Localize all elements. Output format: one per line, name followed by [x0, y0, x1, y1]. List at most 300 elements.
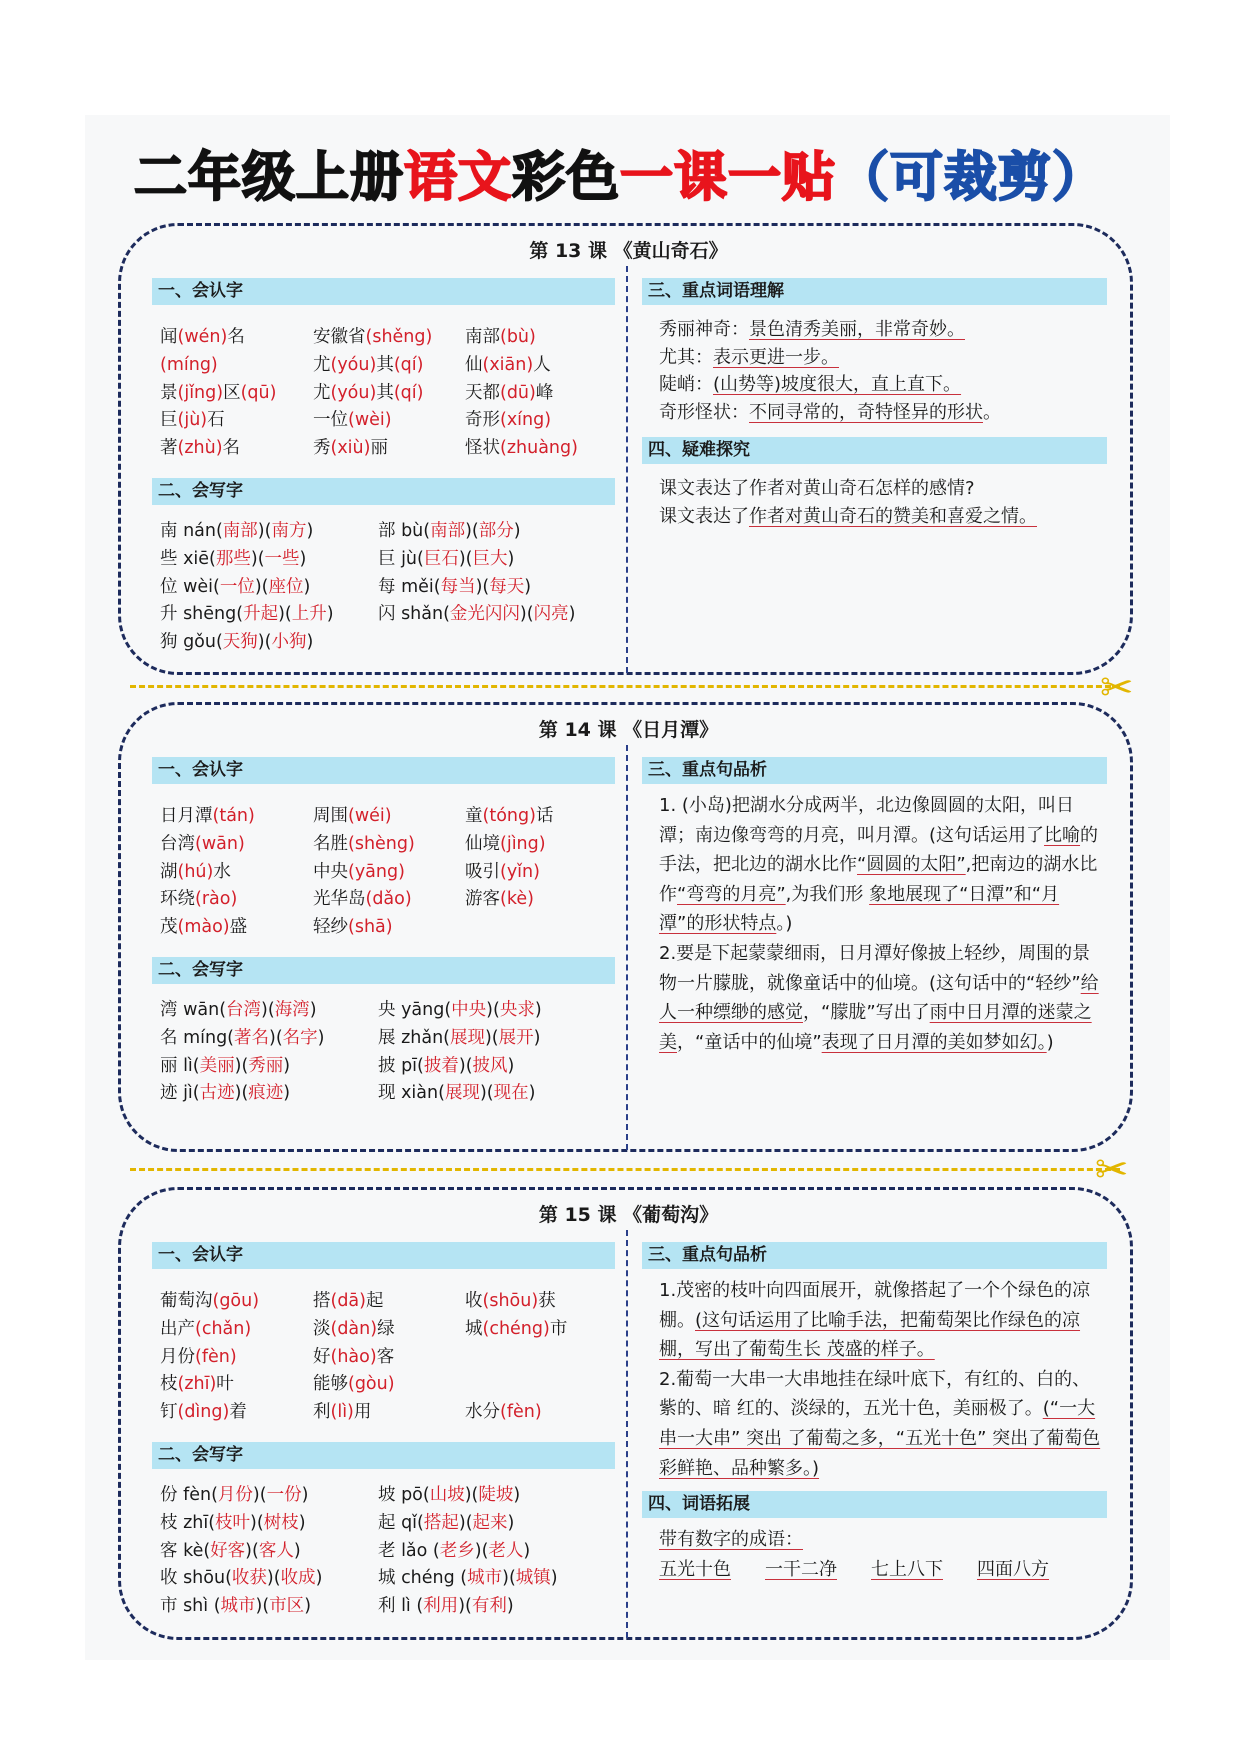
text-segment: 天都 — [465, 382, 500, 403]
write-item — [378, 1025, 608, 1053]
recognize-item — [313, 407, 465, 435]
text-segment: 好 — [313, 1346, 331, 1367]
text-segment: 台湾 — [160, 833, 195, 854]
paragraph — [659, 475, 1103, 503]
recognize-item — [465, 1371, 615, 1399]
recognize-item — [465, 380, 615, 408]
text-segment: 份 fèn( — [160, 1485, 218, 1505]
pinyin-red: 收获 — [231, 1568, 267, 1589]
text-segment: 尤 — [313, 354, 331, 375]
underlined-text: 雨中日月潭的迷蒙之美 — [659, 1002, 1092, 1053]
recognize-item — [160, 324, 313, 352]
section-header-recognize: 一、会认字 — [152, 278, 615, 305]
text-segment: 绿 — [377, 1318, 395, 1339]
text-segment: 丽 — [370, 438, 388, 459]
underlined-text: 不同寻常的，奇特怪异的形状 — [749, 401, 983, 423]
pinyin-red: (gōu) — [212, 1291, 260, 1311]
lesson-card — [118, 702, 1133, 1152]
recognize-item — [160, 1399, 313, 1427]
lesson-title: 第 13 课 《黄山奇石》 — [529, 240, 728, 262]
text-segment: 老 lǎo ( — [378, 1540, 440, 1561]
paragraph — [659, 344, 1103, 372]
text-segment: )( — [458, 1512, 473, 1533]
text-segment: ) — [507, 1055, 515, 1076]
pinyin-red: (dǎo) — [365, 889, 412, 910]
text-segment: 仙境 — [465, 833, 500, 854]
idiom-list — [659, 1555, 1103, 1585]
pinyin-red: 上升 — [291, 604, 327, 625]
pinyin-red: 名字 — [282, 1027, 318, 1048]
text-segment: ,为我们形 — [785, 883, 870, 905]
pinyin-red: 秀丽 — [248, 1055, 284, 1076]
text-segment: )( — [484, 1027, 499, 1048]
text-segment: 课文表达了 — [659, 505, 749, 527]
paragraph — [659, 503, 1103, 531]
text-segment: 丽 lì( — [160, 1055, 200, 1076]
title-part: 语文 — [404, 147, 512, 208]
text-segment: 每 měi( — [378, 576, 441, 597]
text-segment: )( — [519, 604, 534, 625]
pinyin-red: (jù) — [177, 410, 208, 431]
text-segment: 轻纱 — [313, 917, 348, 938]
text-segment: 周围 — [313, 806, 348, 826]
pinyin-red: 南部 — [222, 521, 258, 541]
pinyin-red: 痕迹 — [248, 1083, 284, 1104]
pinyin-red: (kè) — [500, 889, 534, 910]
pinyin-red: 天狗 — [222, 632, 258, 653]
text-segment: 的手法，把北边的湖水比作 — [659, 824, 1099, 876]
text-segment: ) — [301, 1485, 309, 1505]
text-segment: 现 xiàn( — [378, 1083, 445, 1104]
text-segment: 起 qǐ( — [378, 1512, 424, 1533]
text-segment: ,把南边的湖水比作 — [659, 854, 1098, 905]
pinyin-red: (mào) — [177, 917, 230, 938]
pinyin-red: 升起 — [243, 604, 279, 625]
pinyin-red: (qí) — [393, 382, 424, 403]
text-segment: 巨 — [160, 410, 178, 431]
text-segment: )( — [486, 1000, 500, 1020]
pinyin-red: (hào) — [330, 1346, 377, 1367]
text-segment: 城 — [465, 1318, 483, 1339]
text-segment: 其 — [376, 382, 394, 403]
section-header-write: 二、会写字 — [152, 478, 615, 505]
recognize-item — [313, 914, 465, 942]
pinyin-red: (míng) — [160, 354, 218, 375]
pinyin-red: (zhuàng) — [500, 438, 578, 459]
write-item — [378, 518, 608, 546]
title-part: （可裁剪） — [836, 147, 1106, 208]
recognize-item — [313, 352, 465, 380]
cut-line — [130, 685, 1120, 688]
text-segment: 盛 — [229, 917, 248, 938]
text-segment: ) — [513, 1485, 521, 1505]
text-segment: )( — [245, 1540, 259, 1561]
text-segment: 著 — [160, 438, 178, 459]
underlined-text: 表现了日月潭的美如梦如幻。 — [821, 1031, 1047, 1053]
text-segment: ) — [309, 1000, 317, 1020]
recognize-item — [465, 407, 615, 435]
pinyin-red: (qí) — [393, 354, 424, 375]
text-segment: ) — [507, 1512, 515, 1533]
recognize-item — [465, 914, 615, 942]
text-segment: 迹 jì( — [160, 1083, 200, 1104]
text-segment: 1. (小岛)把湖水分成两半，北边像圆圆的太阳，叫日潭；南边像弯弯的月亮，叫月潭。(这句话运用了 — [659, 795, 1074, 846]
pinyin-red: (shèng) — [348, 833, 415, 854]
recognize-item — [160, 1344, 313, 1372]
lesson-card — [118, 223, 1133, 675]
text-segment: )( — [261, 1000, 275, 1020]
text-segment: 钉 — [160, 1402, 178, 1423]
recognize-item — [465, 1344, 615, 1372]
section-header-write: 二、会写字 — [152, 1442, 615, 1469]
text-segment: ) — [317, 1027, 325, 1048]
section-header-recognize: 一、会认字 — [152, 757, 615, 784]
pinyin-red: 山坡 — [429, 1485, 465, 1505]
pinyin-red: 中央 — [451, 1000, 487, 1020]
pinyin-red: 每当 — [440, 576, 476, 597]
paragraph — [659, 316, 1103, 344]
pinyin-red: (yóu) — [330, 382, 377, 403]
text-segment: ) — [298, 1512, 306, 1533]
pinyin-red: 老人 — [488, 1540, 524, 1561]
text-segment: 奇形 — [465, 410, 500, 431]
text-segment: 秀 — [313, 438, 331, 459]
lesson-title: 第 14 课 《日月潭》 — [538, 719, 719, 741]
pinyin-red: 展现 — [449, 1027, 485, 1048]
write-item — [160, 1538, 378, 1566]
text-segment: ) — [506, 1596, 514, 1617]
write-item — [160, 1080, 378, 1108]
recognize-item — [313, 1399, 465, 1427]
pinyin-red: 展开 — [498, 1027, 534, 1048]
text-segment: 淡 — [313, 1318, 331, 1339]
recognize-item — [160, 1288, 313, 1316]
recognize-grid — [160, 1288, 615, 1427]
recognize-item — [313, 380, 465, 408]
pinyin-red: (jìng) — [500, 833, 546, 854]
text-segment: 搭 — [313, 1291, 331, 1311]
underlined-text: (山势等)坡度很大，直上直下。 — [713, 374, 962, 395]
pinyin-red: (fèn) — [195, 1346, 237, 1367]
pinyin-red: 披着 — [423, 1055, 459, 1076]
text-segment: 区 — [223, 382, 241, 403]
text-segment: ) — [524, 576, 532, 597]
text-segment: ) — [306, 521, 314, 541]
text-segment: 湖 — [160, 861, 178, 882]
recognize-item — [160, 407, 313, 435]
text-segment: 2.葡萄一大串一大串地挂在绿叶底下，有红的、白的、紫的、暗 红的、淡绿的，五光十色，美丽极了。 — [659, 1368, 1091, 1420]
pinyin-red: (shā) — [348, 917, 393, 938]
text-segment: )( — [458, 548, 473, 569]
section-content — [659, 316, 1103, 426]
recognize-item — [313, 1344, 465, 1372]
paragraph — [659, 791, 1103, 939]
pinyin-red: 城镇 — [515, 1568, 551, 1589]
pinyin-red: (chǎn) — [195, 1318, 252, 1339]
pinyin-red: (yǐn) — [500, 861, 540, 882]
pinyin-red: 现在 — [493, 1083, 529, 1104]
text-segment: 中央 — [313, 861, 348, 882]
pinyin-red: 著名 — [234, 1027, 269, 1048]
text-segment: )( — [234, 1055, 249, 1076]
text-segment: 石 — [207, 410, 225, 431]
text-segment: 名 míng( — [160, 1027, 234, 1048]
pinyin-red: (zhī) — [177, 1374, 217, 1395]
write-item — [160, 1593, 378, 1621]
recognize-item — [465, 435, 615, 463]
underlined-text: 作者对黄山奇石的赞美和喜爱之情。 — [749, 505, 1037, 527]
pinyin-red: 南方 — [271, 521, 307, 541]
text-segment: 枝 zhī( — [160, 1512, 216, 1533]
underlined-text: 表示更进一步。 — [713, 346, 839, 368]
write-item — [160, 601, 378, 629]
pinyin-red: 央求 — [499, 1000, 535, 1020]
text-segment: 尤其： — [659, 346, 713, 368]
pinyin-red: 台湾 — [226, 1000, 262, 1020]
paragraph — [659, 399, 1103, 427]
text-segment: )( — [502, 1568, 516, 1589]
text-segment: )( — [257, 632, 272, 653]
recognize-item — [313, 1371, 465, 1399]
pinyin-red: 有利 — [471, 1596, 507, 1617]
write-item — [378, 1510, 608, 1538]
pinyin-red: (chéng) — [482, 1318, 550, 1339]
pinyin-red: (hú) — [177, 861, 214, 882]
recognize-grid — [160, 324, 615, 463]
text-segment: 南 nán( — [160, 521, 223, 541]
text-segment: 童 — [465, 806, 483, 826]
text-segment: 展 zhǎn( — [378, 1027, 450, 1048]
recognize-item — [465, 803, 615, 831]
text-segment: )( — [255, 1596, 270, 1617]
text-segment: ) — [303, 576, 311, 597]
lesson-title: 第 15 课 《葡萄沟》 — [538, 1204, 719, 1226]
pinyin-red: 市区 — [269, 1596, 305, 1617]
underlined-text: “弯弯的月亮” — [677, 883, 786, 905]
text-segment: ，“朦胧”写出了 — [803, 1002, 930, 1024]
pinyin-red: (qū) — [240, 382, 277, 403]
text-segment: 城 chéng ( — [378, 1568, 468, 1589]
text-segment: 央 yāng( — [378, 1000, 452, 1020]
text-segment: 利 — [313, 1402, 331, 1423]
recognize-item — [160, 886, 313, 914]
text-segment: 怪状 — [465, 438, 500, 459]
underlined-text: 给人一种缥缈的感觉 — [659, 972, 1099, 1024]
text-segment: 秀丽神奇： — [659, 319, 749, 340]
pinyin-red: 收成 — [280, 1568, 316, 1589]
text-segment: ) — [283, 1055, 291, 1076]
pinyin-red: 陡坡 — [478, 1485, 514, 1505]
text-segment: 其 — [376, 354, 394, 375]
text-segment: )( — [474, 1540, 489, 1561]
text-segment: ) — [1046, 1031, 1054, 1053]
recognize-item — [160, 803, 313, 831]
pinyin-red: (wān) — [195, 833, 245, 854]
text-segment: )( — [475, 576, 490, 597]
pinyin-red: 金光闪闪 — [449, 604, 520, 625]
recognize-item — [465, 352, 615, 380]
paragraph — [659, 371, 1103, 399]
text-segment: )( — [257, 521, 272, 541]
pinyin-red: (bù) — [500, 327, 536, 347]
text-segment: 月份 — [160, 1346, 195, 1367]
text-segment: )( — [458, 1596, 472, 1617]
text-segment: 日月潭 — [160, 806, 213, 826]
section-header-right: 四、词语拓展 — [642, 1491, 1107, 1518]
idiom-label: 带有数字的成语： — [659, 1529, 803, 1550]
text-segment: 巨 jù( — [378, 548, 424, 569]
pinyin-red: 小狗 — [271, 632, 307, 653]
paragraph — [659, 1365, 1103, 1483]
text-segment: ) — [513, 521, 521, 541]
text-segment: 出产 — [160, 1318, 195, 1339]
text-segment: 仙 — [465, 354, 483, 375]
text-segment: ) — [533, 1027, 541, 1048]
idiom: 七上八下 — [871, 1558, 943, 1580]
text-segment: 峰 — [535, 382, 554, 403]
pinyin-red: 闪亮 — [533, 604, 569, 625]
text-segment: 一位 — [313, 410, 348, 431]
idiom: 一干二净 — [765, 1558, 837, 1580]
pinyin-red: 美丽 — [199, 1055, 235, 1076]
recognize-item — [160, 859, 313, 887]
write-item — [378, 546, 608, 574]
text-segment: 收 shōu( — [160, 1568, 232, 1589]
scissors-icon: ✂ — [1095, 1147, 1129, 1193]
pinyin-red: 部分 — [478, 521, 514, 541]
underlined-text: “圆圆的太阳” — [857, 854, 966, 876]
write-item — [160, 997, 378, 1025]
text-segment: 游客 — [465, 889, 500, 910]
section-content — [659, 475, 1103, 530]
text-segment: ) — [550, 1568, 558, 1589]
pinyin-red: 古迹 — [199, 1083, 235, 1104]
paragraph — [659, 1276, 1103, 1365]
text-segment: 。) — [776, 913, 793, 935]
text-segment: 收 — [465, 1291, 483, 1311]
lesson-card — [118, 1187, 1133, 1640]
scissors-icon: ✂ — [1100, 665, 1134, 711]
write-item — [378, 1538, 608, 1566]
pinyin-red: (fèn) — [500, 1402, 542, 1423]
pinyin-red: 巨石 — [423, 548, 459, 569]
write-item — [378, 1565, 608, 1593]
text-segment: )( — [278, 604, 292, 625]
pinyin-red: (tóng) — [482, 806, 536, 826]
recognize-item — [465, 886, 615, 914]
recognize-item — [313, 831, 465, 859]
text-segment: 用 — [353, 1402, 372, 1423]
text-segment: ) — [326, 604, 334, 625]
recognize-item — [160, 1371, 313, 1399]
pinyin-red: (dā) — [330, 1291, 366, 1311]
pinyin-red: 每天 — [489, 576, 525, 597]
text-segment: 葡萄沟 — [160, 1291, 213, 1311]
recognize-item — [465, 1399, 615, 1427]
text-segment: 升 shēng( — [160, 604, 244, 625]
text-segment: 茂 — [160, 917, 178, 938]
recognize-item — [465, 831, 615, 859]
pinyin-red: (yāng) — [348, 861, 405, 882]
text-segment: 1.茂密的枝叶向四面展开，就像搭起了一个个绿色的凉棚。 — [659, 1280, 1091, 1331]
pinyin-red: (shěng) — [365, 327, 433, 347]
pinyin-red: (gòu) — [348, 1374, 395, 1395]
text-segment: 话 — [535, 806, 554, 826]
write-item — [160, 1053, 378, 1081]
pinyin-red: 披风 — [472, 1055, 508, 1076]
pinyin-red: 树枝 — [263, 1512, 299, 1533]
section-header-recognize: 一、会认字 — [152, 1242, 615, 1269]
text-segment: ) — [299, 548, 307, 569]
text-segment: 尤 — [313, 382, 331, 403]
recognize-item — [313, 859, 465, 887]
write-grid — [160, 997, 608, 1108]
write-item — [378, 1482, 608, 1510]
text-segment: )( — [254, 576, 269, 597]
paragraph — [659, 939, 1103, 1057]
text-segment: 狗 gǒu( — [160, 632, 223, 653]
text-segment: 环绕 — [160, 889, 195, 910]
text-segment: )( — [250, 548, 265, 569]
text-segment: ，“童话中的仙境” — [677, 1031, 822, 1053]
text-segment: 名 — [227, 327, 245, 347]
text-segment: 奇形怪状： — [659, 401, 749, 423]
text-segment: 名胜 — [313, 833, 348, 854]
text-segment: 。 — [983, 401, 1001, 423]
write-item — [378, 601, 608, 629]
text-segment: 些 xiē( — [160, 548, 216, 569]
text-segment: 市 — [549, 1318, 568, 1339]
recognize-item — [160, 435, 313, 463]
text-segment: 水分 — [465, 1402, 500, 1423]
text-segment: 客 — [376, 1346, 395, 1367]
section-header-right: 三、重点句品析 — [642, 757, 1107, 784]
text-segment: ) — [528, 1083, 536, 1104]
pinyin-red: (dìng) — [177, 1402, 230, 1423]
pinyin-red: 一份 — [266, 1485, 302, 1505]
text-segment: 坡 pō( — [378, 1485, 430, 1505]
underlined-text: (“一大串一大串” 突出 了葡萄之多，“五光十色” 突出了葡萄色彩鲜艳、品种繁多。) — [659, 1398, 1101, 1479]
text-segment: 名 — [222, 438, 241, 459]
text-segment: 南部 — [465, 327, 500, 347]
pinyin-red: 老乡 — [439, 1540, 475, 1561]
section-content — [659, 1525, 1103, 1584]
pinyin-red: 搭起 — [423, 1512, 459, 1533]
text-segment: 能够 — [313, 1374, 348, 1395]
write-item — [378, 1053, 608, 1081]
pinyin-red: (wèi) — [348, 410, 392, 431]
recognize-item — [313, 1316, 465, 1344]
write-grid — [160, 518, 608, 657]
recognize-item — [313, 435, 465, 463]
recognize-item — [465, 859, 615, 887]
text-segment: 2.要是下起蒙蒙细雨，日月潭好像披上轻纱，周围的景物一片朦胧，就像童话中的仙境。(这句话中的“轻纱” — [659, 942, 1091, 994]
text-segment: ) — [283, 1083, 291, 1104]
pinyin-red: 好客 — [210, 1540, 246, 1561]
write-grid — [160, 1482, 608, 1621]
pinyin-red: 利用 — [423, 1596, 459, 1617]
text-segment: ) — [293, 1540, 301, 1561]
recognize-item — [465, 1288, 615, 1316]
recognize-item — [160, 831, 313, 859]
title-part: 彩色 — [512, 147, 620, 208]
page-title — [0, 135, 1240, 211]
pinyin-red: (wén) — [177, 327, 228, 347]
recognize-item — [465, 324, 615, 352]
text-segment: 披 pī( — [378, 1055, 424, 1076]
text-segment: 安徽省 — [313, 327, 366, 347]
text-segment: ) — [534, 1000, 542, 1020]
